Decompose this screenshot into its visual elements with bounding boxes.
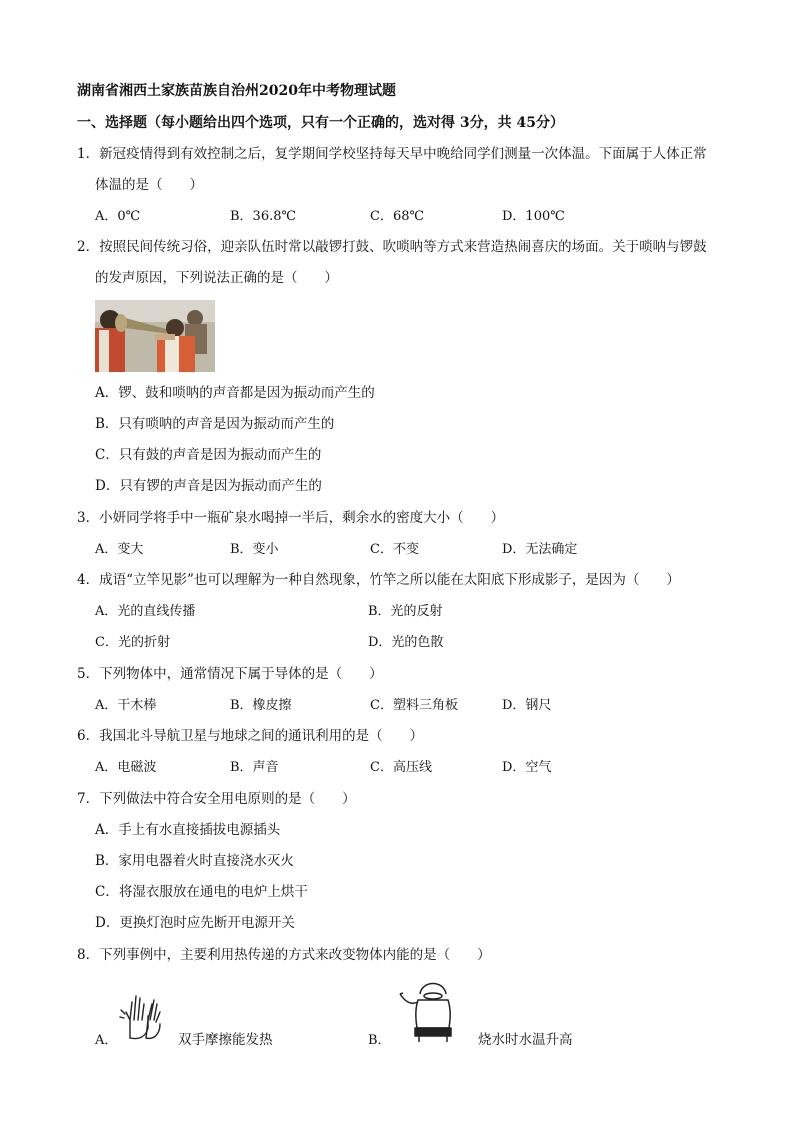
question-3: 3．小妍同学将手中一瓶矿泉水喝掉一半后，剩余水的密度大小（ ） <box>77 510 505 526</box>
q5-option-c: C．塑料三角板 <box>370 698 458 713</box>
q5-option-b: B．橡皮擦 <box>230 698 292 713</box>
question-6: 6．我国北斗导航卫星与地球之间的通讯利用的是（ ） <box>77 728 424 744</box>
q7-option-d: D．更换灯泡时应先断开电源开关 <box>95 915 295 931</box>
question-4: 4．成语“立竿见影”也可以理解为一种自然现象，竹竿之所以能在太阳底下形成影子，是因为（ ） <box>77 572 680 588</box>
question-8: 8．下列事例中，主要利用热传递的方式来改变物体内能的是（ ） <box>77 947 491 963</box>
q3-option-c: C．不变 <box>370 542 419 557</box>
kettle-icon <box>398 976 468 1046</box>
exam-title: 湖南省湘西土家族苗族自治州2020年中考物理试题 <box>77 83 396 99</box>
suona-players-photo <box>95 300 215 372</box>
q4-option-b: B．光的反射 <box>368 604 443 619</box>
q3-option-a: A．变大 <box>95 542 144 557</box>
q2-option-a: A．锣、鼓和唢呐的声音都是因为振动而产生的 <box>95 385 375 401</box>
q8-option-b-letter: B． <box>368 1033 391 1048</box>
q6-option-d: D．空气 <box>502 760 552 775</box>
question-1-line1: 1．新冠疫情得到有效控制之后，复学期间学校坚持每天早中晚给同学们测量一次体温。下面属于人体正常 <box>77 146 707 162</box>
rubbing-hands-icon <box>118 990 164 1042</box>
q8-option-b-text: 烧水时水温升高 <box>478 1032 573 1048</box>
question-1-line2: 体温的是（ ） <box>95 177 203 193</box>
q1-option-b: B．36.8℃ <box>230 209 297 224</box>
q5-option-d: D．钢尺 <box>502 698 552 713</box>
q2-option-c: C．只有鼓的声音是因为振动而产生的 <box>95 447 322 463</box>
question-7: 7．下列做法中符合安全用电原则的是（ ） <box>77 791 356 807</box>
q6-option-a: A．电磁波 <box>95 760 157 775</box>
q7-option-c: C．将湿衣服放在通电的电炉上烘干 <box>95 884 308 900</box>
q3-option-b: B．变小 <box>230 542 279 557</box>
q4-option-d: D．光的色散 <box>368 635 444 650</box>
q1-option-c: C．68℃ <box>370 209 425 224</box>
question-5: 5．下列物体中，通常情况下属于导体的是（ ） <box>77 666 383 682</box>
q6-option-b: B．声音 <box>230 760 279 775</box>
q8-option-a-text: 双手摩擦能发热 <box>178 1032 273 1048</box>
section-heading: 一、选择题（每小题给出四个选项，只有一个正确的，选对得 3分，共 45分） <box>77 115 564 131</box>
question-2-line2: 的发声原因，下列说法正确的是（ ） <box>95 270 338 286</box>
q7-option-a: A．手上有水直接插拔电源插头 <box>95 822 281 838</box>
question-2-line1: 2．按照民间传统习俗，迎亲队伍时常以敲锣打鼓、吹唢呐等方式来营造热闹喜庆的场面。关于唢呐与锣鼓 <box>77 239 707 255</box>
q4-option-a: A．光的直线传播 <box>95 604 196 619</box>
q4-option-c: C．光的折射 <box>95 635 170 650</box>
q2-option-b: B．只有唢呐的声音是因为振动而产生的 <box>95 416 335 432</box>
q7-option-b: B．家用电器着火时直接浇水灭火 <box>95 853 294 869</box>
q1-option-a: A．0℃ <box>95 209 141 224</box>
q8-option-a-letter: A． <box>95 1033 118 1048</box>
q6-option-c: C．高压线 <box>370 760 432 775</box>
q2-option-d: D．只有锣的声音是因为振动而产生的 <box>95 478 322 494</box>
q5-option-a: A．干木棒 <box>95 698 157 713</box>
q3-option-d: D．无法确定 <box>502 542 578 557</box>
q1-option-d: D．100℃ <box>502 209 565 224</box>
